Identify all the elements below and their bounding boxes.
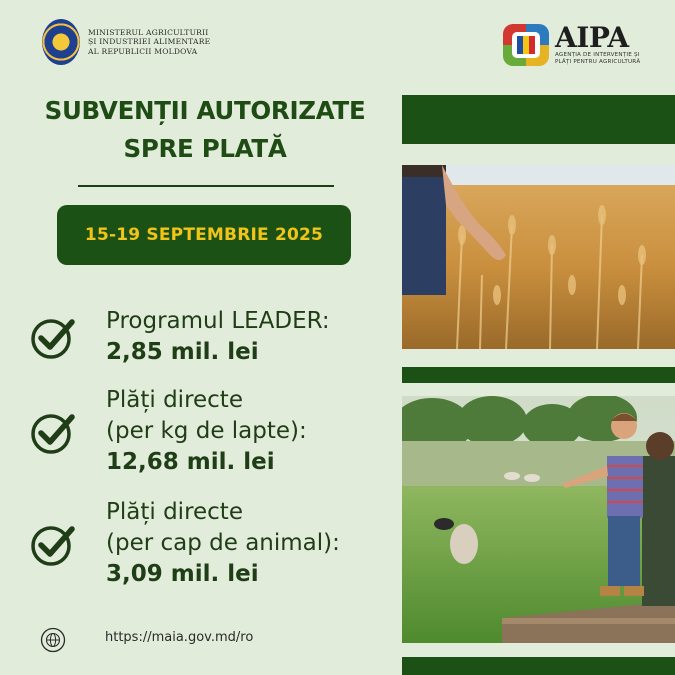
- item-amount: 2,85 mil. lei: [106, 339, 259, 365]
- title-line: SPRE PLATĂ: [123, 134, 287, 163]
- aipa-subtitle-line: AGENȚIA DE INTERVENȚIE ȘI: [555, 52, 640, 58]
- date-badge: [57, 205, 351, 265]
- aipa-logo: [503, 22, 653, 68]
- item-label: Plăți directe: [106, 499, 243, 525]
- ministry-name: [88, 28, 210, 57]
- item-label: Programul LEADER:: [106, 308, 330, 334]
- checkmark-icon: [30, 409, 76, 455]
- ministry-line: AL REPUBLICII MOLDOVA: [88, 46, 198, 56]
- ministry-line: MINISTERUL AGRICULTURII: [88, 27, 209, 37]
- list-item: [30, 497, 340, 590]
- aipa-emblem-icon: [503, 24, 549, 66]
- farm-family-photo: [402, 396, 675, 643]
- decorative-bar: [402, 367, 675, 383]
- globe-icon: [40, 627, 66, 653]
- item-amount: 12,68 mil. lei: [106, 449, 275, 475]
- title-divider: [78, 185, 334, 187]
- page-title: [30, 92, 380, 168]
- list-item: [30, 385, 307, 478]
- ministry-logo: [42, 18, 222, 66]
- coat-of-arms-icon: [42, 19, 80, 65]
- aipa-name: AIPA: [555, 21, 629, 54]
- item-label: (per kg de lapte):: [106, 418, 307, 444]
- wheat-field-photo: [402, 165, 675, 349]
- aipa-subtitle-line: PLĂȚI PENTRU AGRICULTURĂ: [555, 59, 641, 65]
- title-line: SUBVENȚII AUTORIZATE: [44, 96, 366, 125]
- date-range: 15-19 SEPTEMBRIE 2025: [84, 225, 324, 245]
- decorative-bar: [402, 95, 675, 144]
- website-link[interactable]: https://maia.gov.md/ro: [105, 630, 254, 645]
- item-label: (per cap de animal):: [106, 530, 340, 556]
- checkmark-icon: [30, 521, 76, 567]
- ministry-line: ȘI INDUSTRIEI ALIMENTARE: [88, 37, 211, 47]
- item-label: Plăți directe: [106, 387, 243, 413]
- checkmark-icon: [30, 314, 76, 360]
- item-amount: 3,09 mil. lei: [106, 561, 259, 587]
- list-item: [30, 306, 330, 368]
- decorative-bar: [402, 657, 675, 675]
